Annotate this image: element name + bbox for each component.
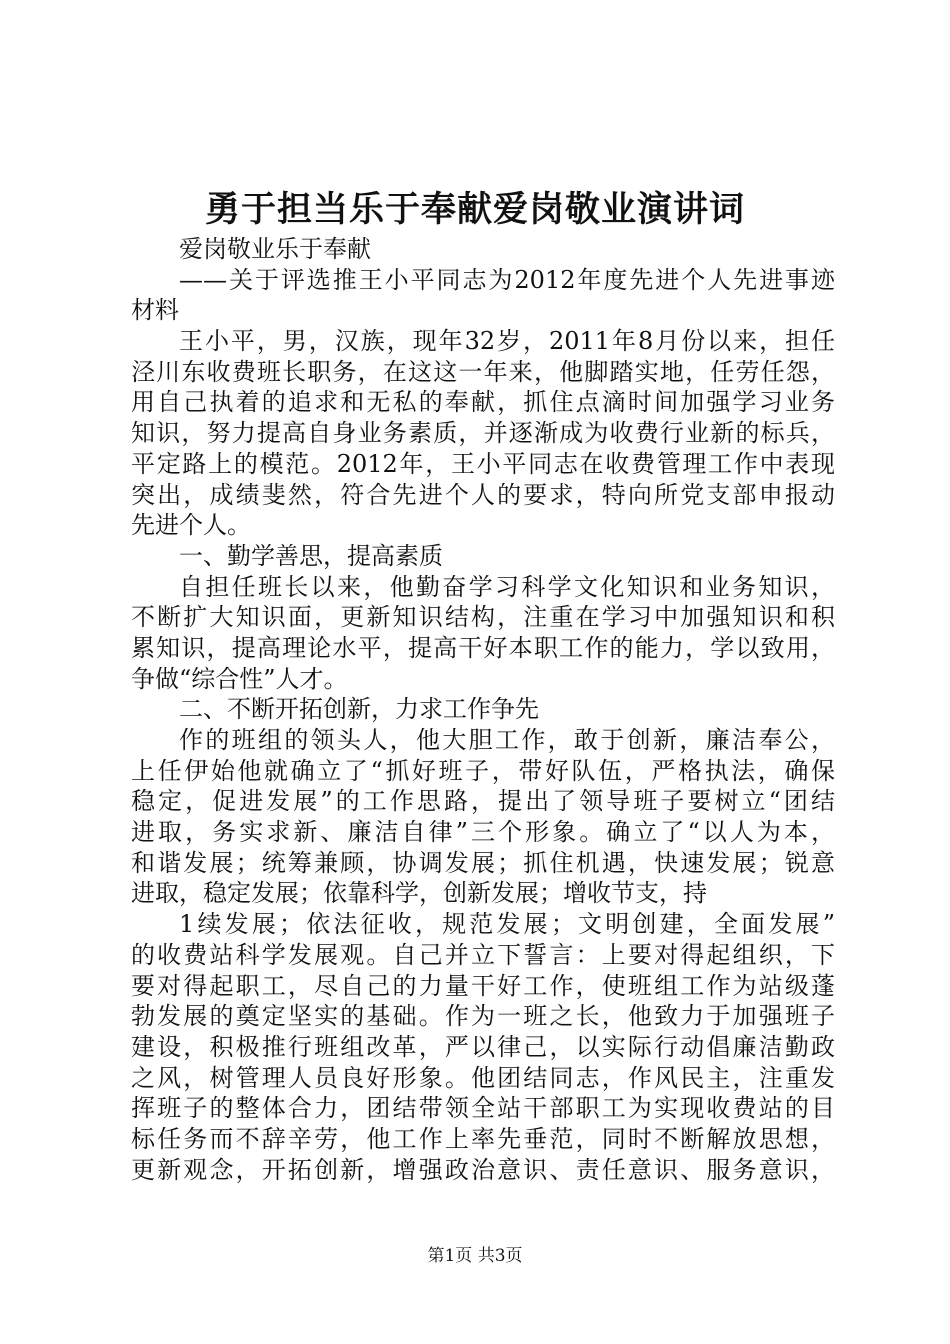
document-body bbox=[131, 234, 835, 1185]
paragraph-line: 自担任班长以来，他勤奋学习科学文化知识和业务知识， bbox=[179, 572, 835, 601]
section-heading: 一、勤学善思，提高素质 bbox=[179, 541, 443, 570]
paragraph-line: 进取，稳定发展；依靠科学，创新发展；增收节支，持 bbox=[131, 879, 707, 908]
paragraph-line: 上任伊始他就确立了“抓好班子，带好队伍，严格执法，确保 bbox=[131, 756, 835, 785]
paragraph-line: 更新观念，开拓创新，增强政治意识、责任意识、服务意识， bbox=[131, 1155, 835, 1184]
paragraph-line: 先进个人。 bbox=[131, 511, 251, 540]
paragraph-line: 平定路上的模范。2012年，王小平同志在收费管理工作中表现 bbox=[131, 449, 835, 478]
paragraph-line: 突出，成绩斐然，符合先进个人的要求，特向所党支部申报动 bbox=[131, 480, 835, 509]
subtitle-line: 爱岗敬业乐于奉献 bbox=[179, 235, 371, 263]
paragraph-line: 进取，务实求新、廉洁自律”三个形象。确立了“以人为本， bbox=[131, 818, 835, 847]
paragraph-line: 不断扩大知识面，更新知识结构，注重在学习中加强知识和积 bbox=[131, 603, 835, 632]
paragraph-line: 的收费站科学发展观。自己并立下誓言：上要对得起组织，下 bbox=[131, 940, 835, 969]
paragraph-line: 之风，树管理人员良好形象。他团结同志，作风民主，注重发 bbox=[131, 1063, 835, 1092]
paragraph-line: 泾川东收费班长职务，在这这一年来，他脚踏实地，任劳任怨， bbox=[131, 357, 835, 386]
paragraph-line: 建设，积极推行班组改革，严以律己，以实际行动倡廉洁勤政 bbox=[131, 1032, 835, 1061]
paragraph-line: 稳定，促进发展”的工作思路，提出了领导班子要树立“团结 bbox=[131, 787, 835, 816]
paragraph-line: 用自己执着的追求和无私的奉献，抓住点滴时间加强学习业务 bbox=[131, 388, 835, 417]
paragraph-line: 和谐发展；统筹兼顾，协调发展；抓住机遇，快速发展；锐意 bbox=[131, 848, 835, 877]
paragraph-line: 勃发展的奠定坚实的基础。作为一班之长，他致力于加强班子 bbox=[131, 1002, 835, 1031]
paragraph-line: 要对得起职工，尽自己的力量干好工作，使班组工作为站级蓬 bbox=[131, 971, 835, 1000]
paragraph-line: 作的班组的领头人，他大胆工作，敢于创新，廉洁奉公， bbox=[179, 726, 835, 754]
document-title: 勇于担当乐于奉献爱岗敬业演讲词 bbox=[204, 189, 745, 230]
paragraph-line: 争做“综合性”人才。 bbox=[131, 664, 348, 693]
paragraph-line: 知识，努力提高自身业务素质，并逐渐成为收费行业新的标兵， bbox=[131, 419, 835, 448]
subtitle-line: 材料 bbox=[131, 296, 179, 325]
paragraph-line: 1续发展；依法征收，规范发展；文明创建，全面发展” bbox=[179, 910, 835, 939]
subtitle-line: ——关于评选推王小平同志为2012年度先进个人先进事迹 bbox=[179, 265, 835, 294]
section-heading: 二、不断开拓创新，力求工作争先 bbox=[179, 695, 539, 724]
page-number-footer: 第1页 共3页 bbox=[427, 1246, 523, 1266]
paragraph-line: 挥班子的整体合力，团结带领全站干部职工为实现收费站的目 bbox=[131, 1094, 835, 1123]
paragraph-line: 王小平，男，汉族，现年32岁，2011年8月份以来，担任 bbox=[179, 327, 835, 356]
paragraph-line: 标任务而不辞辛劳，他工作上率先垂范，同时不断解放思想， bbox=[131, 1124, 835, 1153]
paragraph-line: 累知识，提高理论水平，提高干好本职工作的能力，学以致用， bbox=[131, 633, 835, 662]
